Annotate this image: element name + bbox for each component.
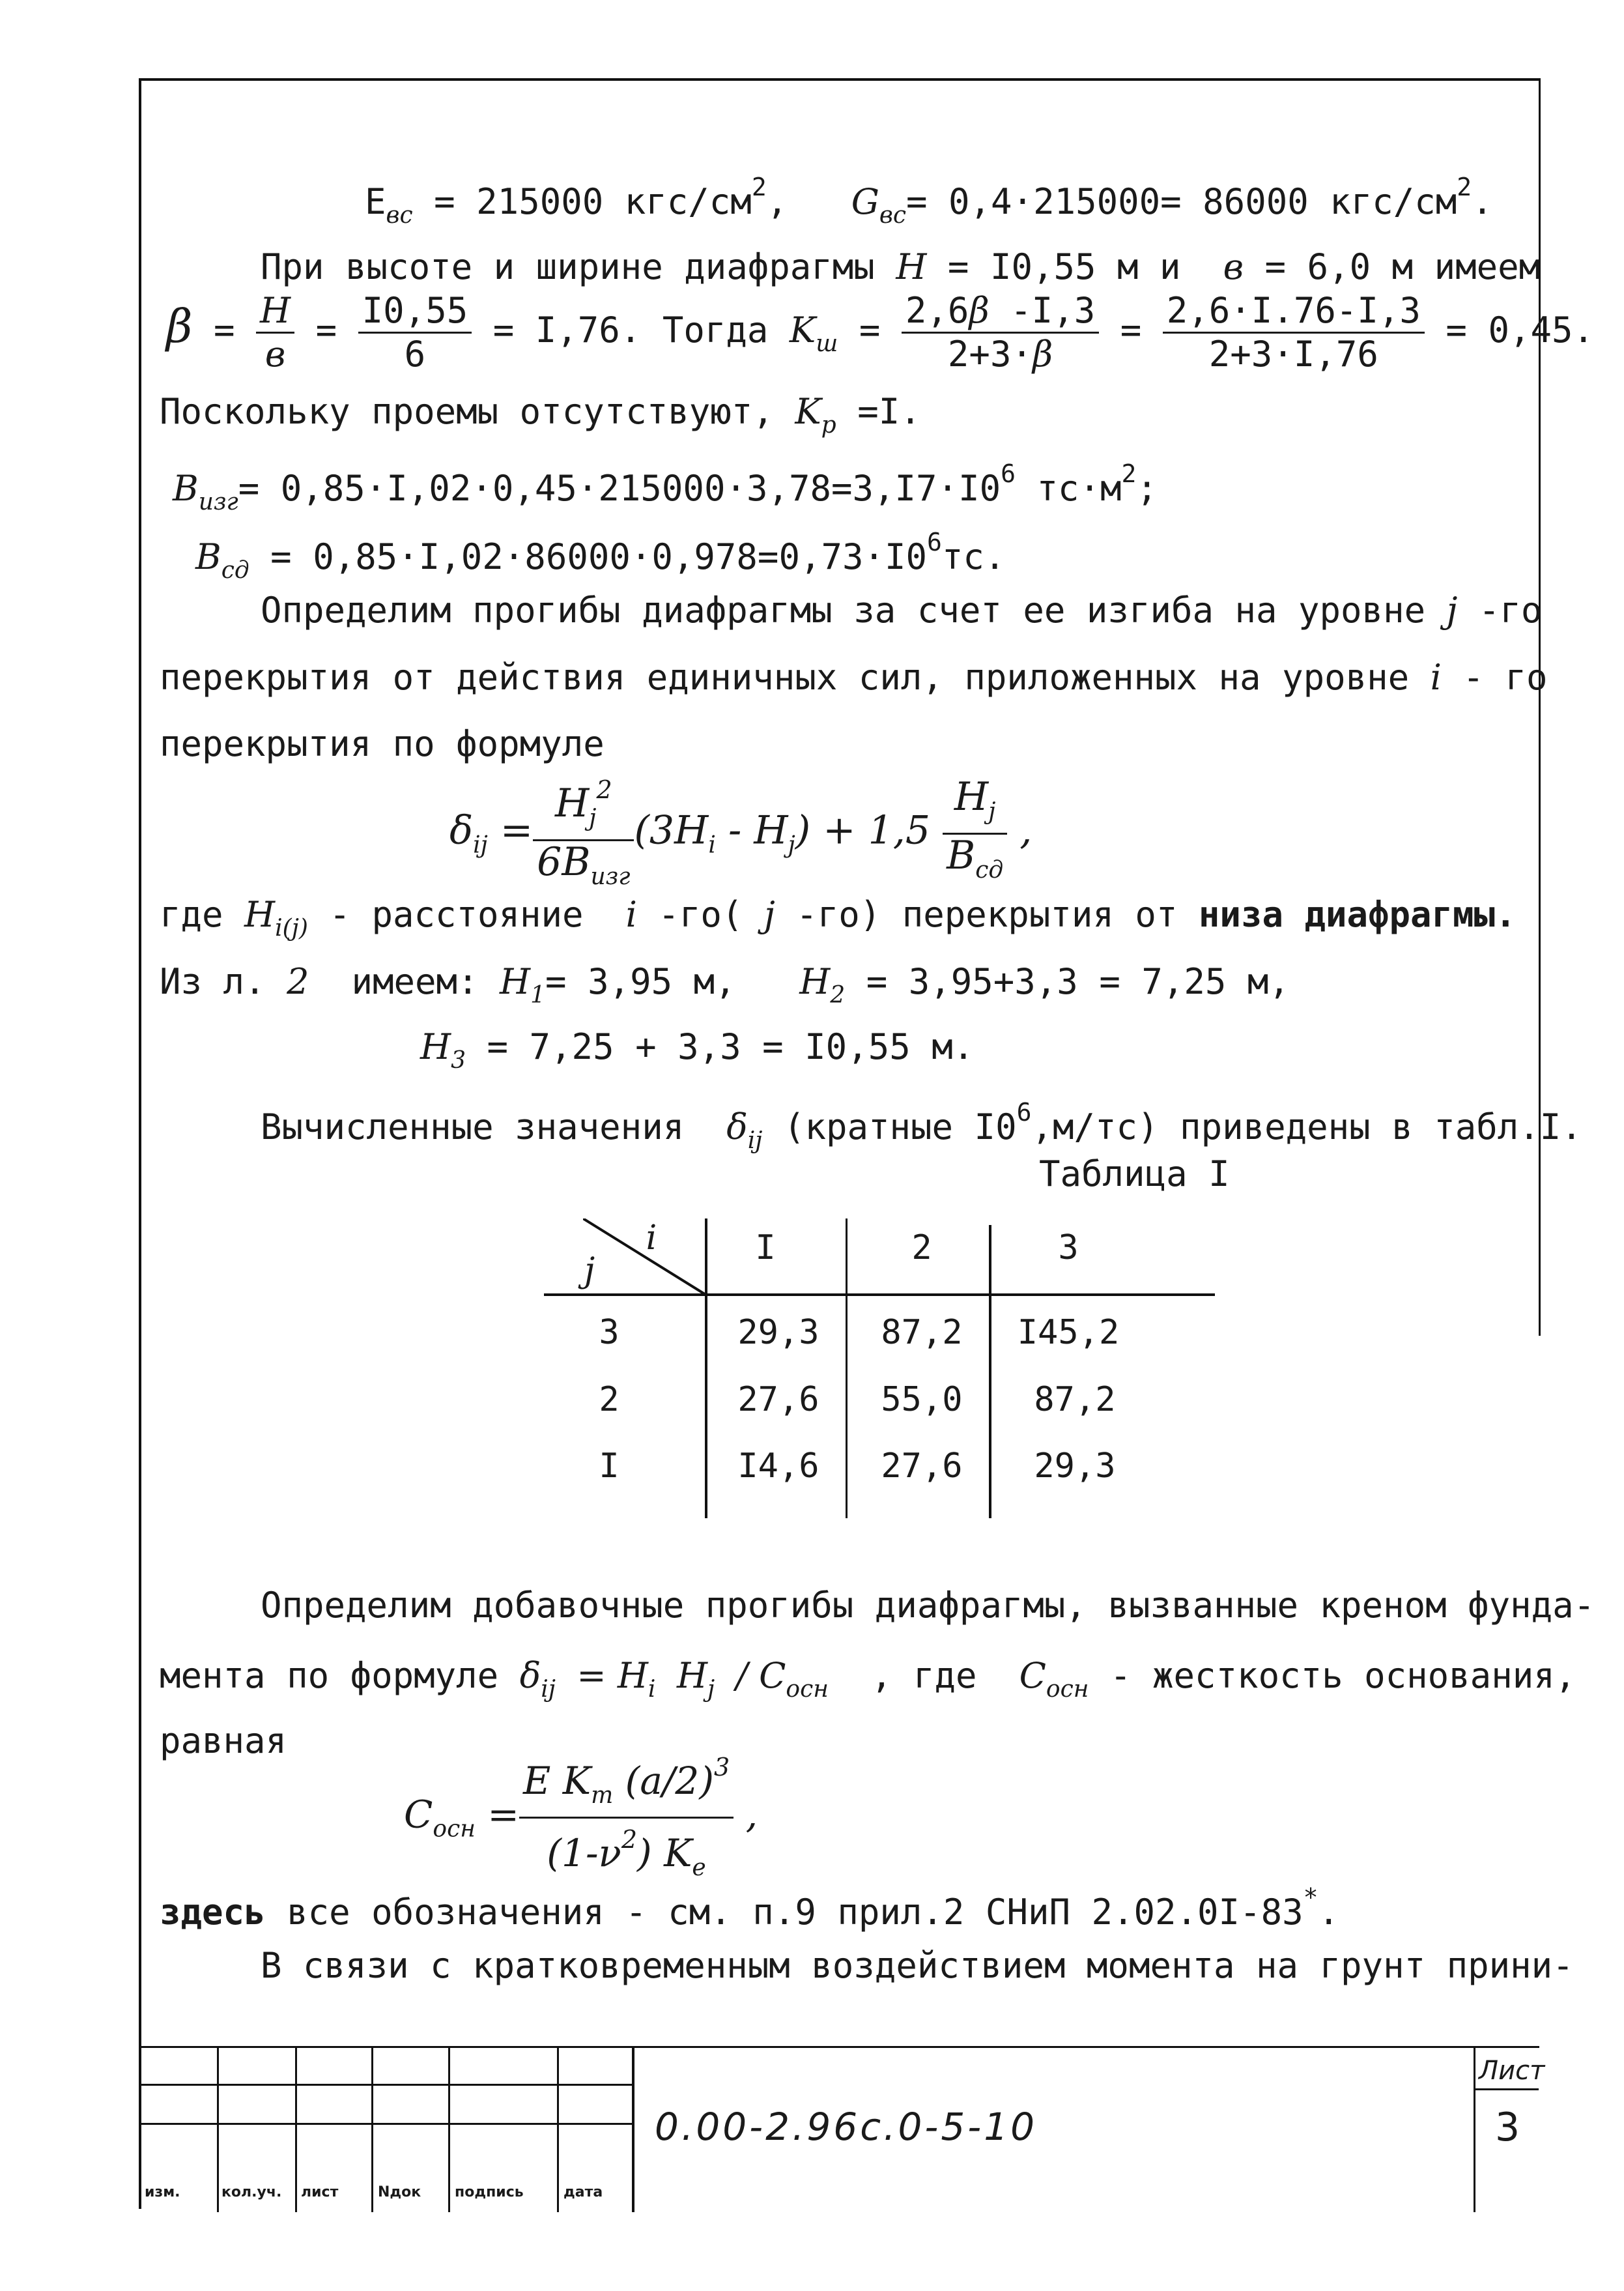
table-cell: I4,6	[737, 1447, 819, 1486]
title-block-sheet-divider	[1474, 2088, 1539, 2090]
title-block-col-rule-6	[632, 2046, 634, 2212]
table-col-header-3: 3	[1058, 1228, 1079, 1267]
text-line-3-beta: β = $\frac{H}{в}$ = $\frac{I0,55}{6}$ = I,76. Тогда $K_ш$ = $\frac{2,6\beta -I,3}{2+3\cdot\beta}$ = $\frac{2,6\cdot I.76-I,3}{2+3\cdot I,76}$ = 0,45.	[166, 290, 1594, 375]
text-line-4: Поскольку проемы отсутствуют, $K_р =I$.	[160, 391, 921, 439]
text-line-17: мента по формуле $\delta_{ij} = H_i$ $H_j / C_{осн}$ , где $C_{осн}$ - жесткость основания,	[160, 1655, 1576, 1703]
text-line-11: где $H_{i(j)}$ - расстояние i -го( j -го) перекрытия от низа диафрагмы.	[160, 894, 1517, 942]
frame-top-border	[139, 78, 1539, 81]
text-line-5: $B_{изг}= 0,85\cdot I,02\cdot 0,45\cdot 215000\cdot 3,78=3,I7\cdot I0^6$ $тс\cdot м^2$;	[173, 459, 1158, 515]
table-col-rule-2	[846, 1218, 848, 1518]
title-block-row-rule-1	[139, 2084, 634, 2086]
table-col-rule-3	[989, 1225, 991, 1518]
table-col-header-2: 2	[911, 1228, 932, 1267]
text-line-20: здесь все обозначения - см. п.9 прил.2 СНиП 2.02.0I-83*.	[160, 1883, 1339, 1933]
title-block-label-kol-uch: кол.уч.	[221, 2184, 282, 2200]
table-cell: 29,3	[737, 1313, 819, 1352]
text-line-8: перекрытия от действия единичных сил, приложенных на уровне i - го	[160, 657, 1548, 698]
title-block-col-rule-2	[295, 2046, 297, 2212]
formula-delta-ij: $\delta_{ij}$ = $\frac{H_j^2}{6B_{изг}}$ $(3H_i - H_j) + 1,5$ $\frac{H_j}{B_{сд}}$ ,	[449, 769, 1032, 898]
table-row-label: 2	[599, 1380, 620, 1419]
text-line-6: $B_{сд} = 0,85\cdot I,02\cdot 86000\cdot 0,978=0,73\cdot I0^6тс$.	[195, 528, 1006, 584]
text-line-7: Определим прогибы диафрагмы за счет ее изгиба на уровне j -го	[261, 590, 1543, 631]
table-cell: 87,2	[1034, 1380, 1116, 1419]
text-line-16: Определим добавочные прогибы диафрагмы, вызванные креном фунда-	[261, 1585, 1595, 1626]
text-line-9: перекрытия по формуле	[160, 723, 605, 764]
title-block-row-rule-2	[139, 2123, 634, 2125]
title-block-label-izm: изм.	[145, 2184, 180, 2200]
text-line-1: $E_{вс} = 215000$ кгс/$см^2$, $G_{вс}= 0,4\cdot 215000= 86000$ кгс/$см^2$.	[365, 173, 1493, 229]
title-block-label-podpis: подпись	[455, 2184, 524, 2200]
text-line-14: Вычисленные значения $\delta_{ij}$ (кратные $I0^6,м/тс$) приведены в табл.I.	[261, 1098, 1582, 1154]
frame-left-border	[139, 78, 141, 2209]
table-corner-j: j	[584, 1251, 595, 1290]
table-cell: I45,2	[1017, 1313, 1120, 1352]
table-cell: 29,3	[1034, 1447, 1116, 1486]
title-block-sheet-rule	[1474, 2046, 1475, 2212]
table-row-label: 3	[599, 1313, 620, 1352]
formula-c-osn: $C_{осн}$ = $\frac{E K_m (a/2)^3}{(1-\nu^2) K_е}$ ,	[404, 1746, 758, 1889]
title-block-label-list: лист	[301, 2184, 339, 2200]
title-block-top-rule	[139, 2046, 1539, 2048]
title-block-col-rule-3	[371, 2046, 373, 2212]
text-line-2: При высоте и ширине диафрагмы H = I0,55 м и в = 6,0 м имеем	[261, 246, 1541, 287]
table-corner-i: i	[646, 1218, 657, 1258]
table-caption: Таблица I	[1039, 1153, 1230, 1194]
table-cell: 27,6	[881, 1447, 963, 1486]
table-cell: 55,0	[881, 1380, 963, 1419]
table-row-label: I	[599, 1447, 620, 1486]
title-block-col-rule-5	[557, 2046, 559, 2212]
title-block-col-rule-4	[448, 2046, 450, 2212]
title-block-label-ndok: Nдок	[378, 2184, 421, 2200]
document-code: 0.00-2.96с.0-5-10	[655, 2105, 1037, 2149]
table-cell: 27,6	[737, 1380, 819, 1419]
sheet-number: 3	[1495, 2105, 1520, 2150]
text-line-13: $H_3 = 7,25 + 3,3 = I0,55$ м.	[420, 1026, 975, 1074]
title-block-label-data: дата	[563, 2184, 603, 2200]
title-block-col-rule-1	[217, 2046, 219, 2212]
text-line-12: Из л. 2 имеем: $H_1= 3,95$ м, $H_2 = 3,95+3,3 = 7,25$ м,	[160, 961, 1290, 1009]
text-line-21: В связи с кратковременным воздействием момента на грунт прини-	[261, 1945, 1574, 1986]
text-line-18: равная	[160, 1720, 287, 1761]
table-cell: 87,2	[881, 1313, 963, 1352]
table-col-header-1: I	[755, 1228, 776, 1267]
sheet-label: Лист	[1479, 2056, 1545, 2086]
